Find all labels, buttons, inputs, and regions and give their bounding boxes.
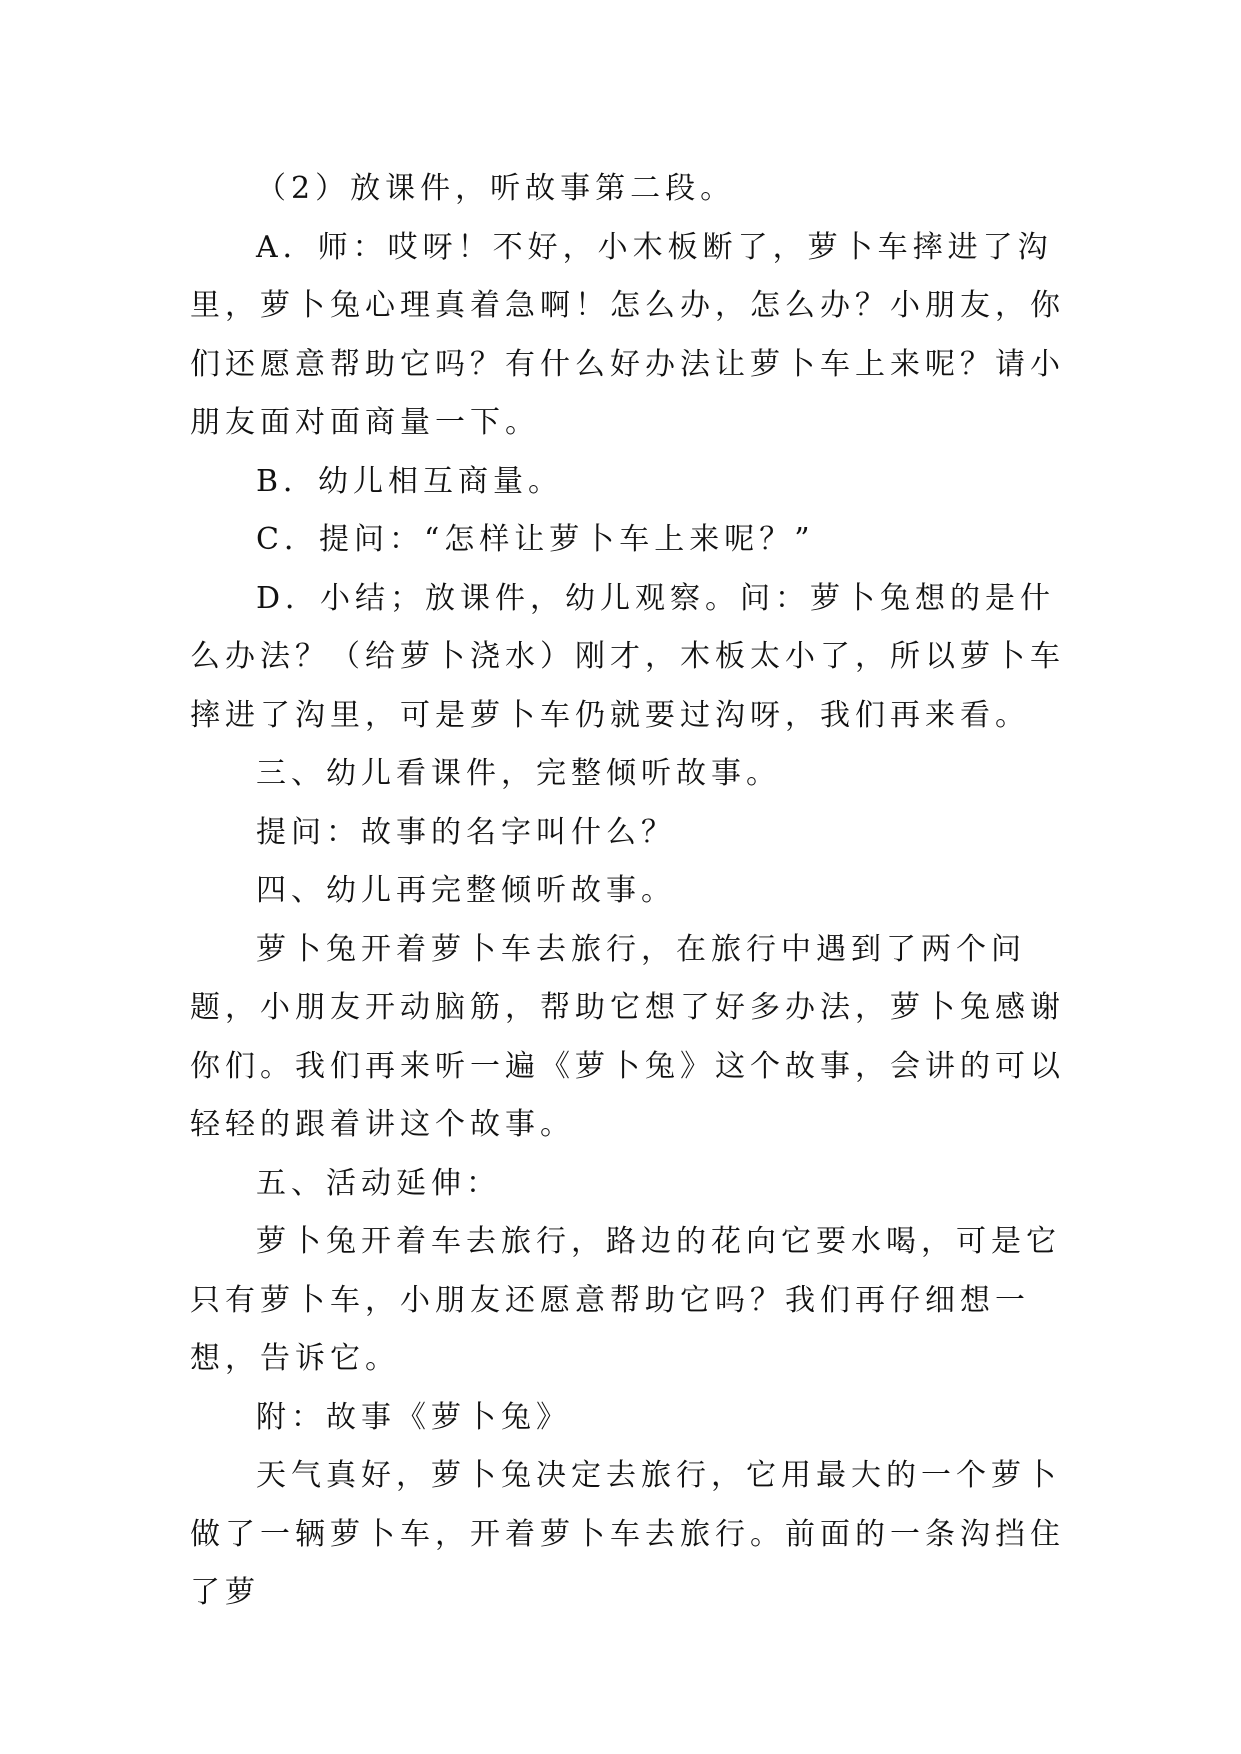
paragraph-story-name-question: 提问：故事的名字叫什么？ [256,814,676,850]
appendix-heading: 附：故事《萝卜兔》 [256,1399,571,1435]
section-heading-five: 五、活动延伸： [256,1165,501,1201]
paragraph-story-retell: 萝卜兔开着萝卜车去旅行，在旅行中遇到了两个问题，小朋友开动脑筋，帮助它想了好多办法，萝卜兔感谢你们。我们再来听一遍《萝卜兔》这个故事，会讲的可以轻轻的跟着讲这个故事。 [190,931,1065,1142]
paragraph-teacher-prompt: A．师：哎呀！不好，小木板断了，萝卜车摔进了沟里，萝卜兔心理真着急啊！怎么办，怎么办？小朋友，你们还愿意帮助它吗？有什么好办法让萝卜车上来呢？请小朋友面对面商量一下。 [190,229,1065,440]
section-heading-four: 四、幼儿再完整倾听故事。 [256,873,676,908]
paragraph-extension: 萝卜兔开着车去旅行，路边的花向它要水喝，可是它只有萝卜车，小朋友还愿意帮助它吗？我们再仔细想一想，告诉它。 [190,1224,1061,1376]
paragraph-question: C．提问：“怎样让萝卜车上来呢？” [256,522,815,557]
paragraph-courseware-part-two: （2）放课件，听故事第二段。 [256,171,736,206]
paragraph-story-text: 天气真好，萝卜兔决定去旅行，它用最大的一个萝卜做了一辆萝卜车，开着萝卜车去旅行。前面的一条沟挡住了萝 [190,1458,1065,1610]
document-body [190,160,1070,1623]
paragraph-summary: D．小结；放课件，幼儿观察。问：萝卜兔想的是什么办法？（给萝卜浇水）刚才，木板太小了，所以萝卜车摔进了沟里，可是萝卜车仍就要过沟呀，我们再来看。 [190,580,1065,733]
paragraph-children-discuss: B．幼儿相互商量。 [256,463,564,499]
section-heading-three: 三、幼儿看课件，完整倾听故事。 [256,756,781,791]
